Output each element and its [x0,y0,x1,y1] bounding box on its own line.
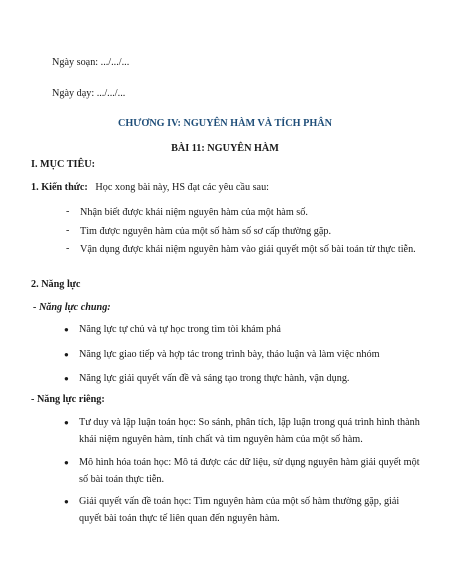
knowledge-line [31,181,269,194]
competence-heading: 2. Năng lực [31,279,81,290]
section-objectives-heading: I. MỤC TIÊU: [31,159,96,170]
chapter-title: CHƯƠNG IV: NGUYÊN HÀM VÀ TÍCH PHÂN [118,118,332,129]
bullet-icon: ● [64,374,69,383]
prep-date: Ngày soạn: .../.../... [52,57,130,68]
general-item: Năng lực giao tiếp và hợp tác trong trình bày, thảo luận và làm việc nhóm [79,349,380,360]
bullet-icon: ● [64,418,69,427]
general-item: Năng lực tự chủ và tự học trong tìm tòi khám phá [79,324,281,335]
dash-marker: - [66,243,70,254]
general-item: Năng lực giải quyết vấn đề và sáng tạo trong thực hành, vận dụng. [79,373,350,384]
bullet-icon: ● [64,497,69,506]
bullet-icon: ● [64,325,69,334]
bullet-icon: ● [64,458,69,467]
knowledge-item: Nhận biết được khái niệm nguyên hàm của một hàm số. [80,207,308,218]
bullet-icon: ● [64,350,69,359]
dash-marker: - [66,206,70,217]
knowledge-item: Tìm được nguyên hàm của một số hàm số sơ cấp thường gặp. [80,226,332,237]
knowledge-intro: Học xong bài này, HS đạt các yêu cầu sau: [95,182,270,193]
dash-marker: - [66,225,70,236]
knowledge-label: 1. Kiến thức: [31,182,88,193]
general-competence-label: - Năng lực chung: [33,302,111,313]
teach-date: Ngày dạy: .../.../... [52,88,126,99]
specific-competence-label: - Năng lực riêng: [31,394,105,405]
specific-item: Mô hình hóa toán học: Mô tả được các dữ liệu, sử dụng nguyên hàm giải quyết một số bài toán thực tiễn. [79,457,420,485]
lesson-title: BÀI 11: NGUYÊN HÀM [171,143,279,154]
knowledge-item: Vận dụng được khái niệm nguyên hàm vào giải quyết một số bài toán từ thực tiễn. [80,244,416,255]
specific-item: Giải quyết vấn đề toán học: Tìm nguyên hàm của một số hàm thường gặp, giải quyết bài toán thực tế liên quan đến nguyên hàm. [79,496,400,524]
specific-item: Tư duy và lập luận toán học: So sánh, phân tích, lập luận trong quá trình hình thành khái niệm nguyên hàm, tính chất và tìm nguyên hàm của một số hàm. [79,417,420,445]
